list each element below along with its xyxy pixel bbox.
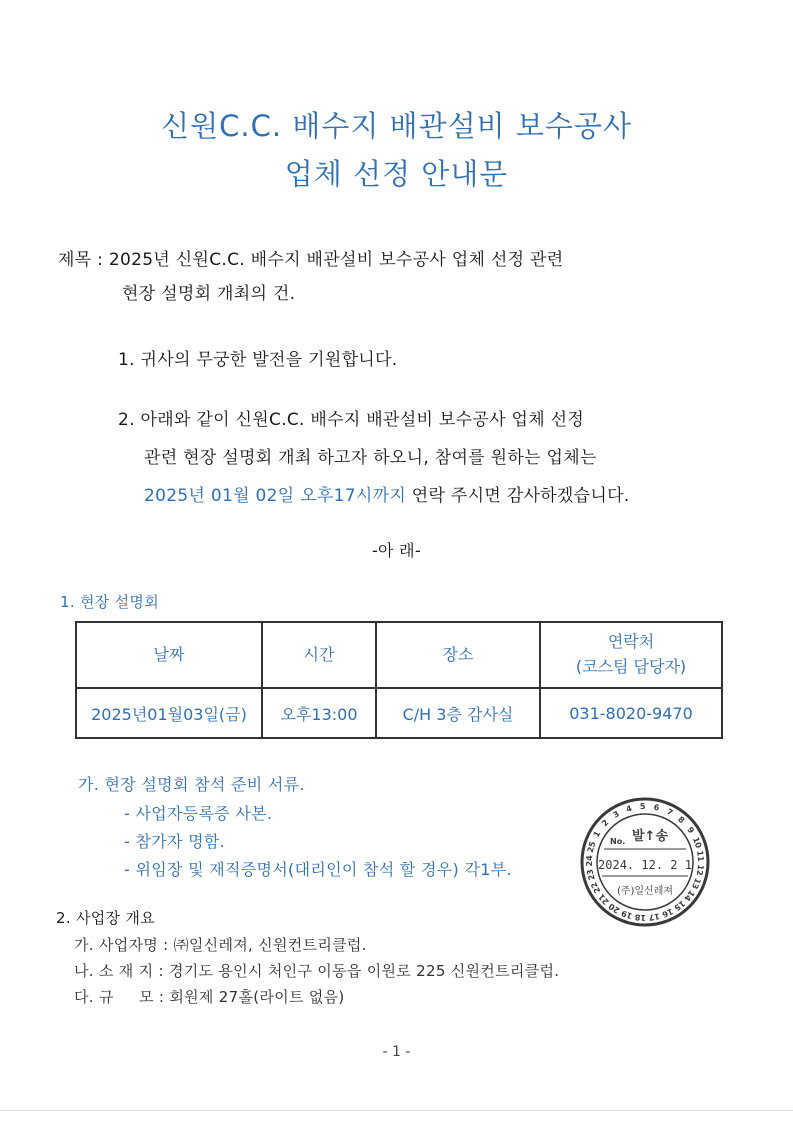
table-row (76, 688, 722, 738)
dispatch-stamp (580, 782, 710, 942)
cell-contact: 031-8020-9470 (540, 688, 722, 738)
header-date: 날짜 (76, 622, 262, 688)
page-number: - 1 - (382, 1044, 411, 1060)
stamp-dial-number: 5 (639, 801, 646, 812)
stamp-dial-number: 22 (589, 880, 603, 895)
stamp-no-text: No. (610, 837, 626, 846)
stamp-dial-number: 11 (695, 850, 706, 863)
body-item2-line3-rest: 연락 주시면 감사하겠습니다. (406, 486, 630, 506)
body-item2-line3 (144, 481, 630, 506)
bottom-divider (0, 1110, 793, 1111)
header-contact-sub: (코스팀 담당자) (575, 657, 687, 676)
stamp-dial-number: 20 (607, 901, 622, 916)
cell-date: 2025년01월03일(금) (76, 688, 262, 738)
stamp-dial-number: 16 (660, 906, 675, 920)
stamp-dial-number: 21 (596, 892, 611, 907)
subject-line2: 현장 설명회 개최의 건. (122, 284, 296, 304)
deadline-highlight: 2025년 01월 02일 오후17시까지 (144, 486, 407, 506)
overview-row-2 (74, 960, 559, 981)
stamp-dial-number: 17 (647, 911, 661, 923)
section1-heading: 1. 현장 설명회 (60, 593, 159, 611)
stamp-dial-number: 8 (676, 814, 687, 826)
stamp-dial-number: 7 (665, 806, 675, 818)
subject-label: 제목 : (58, 250, 109, 270)
body-item2-line1: 2. 아래와 같이 신원C.C. 배수지 배관설비 보수공사 업체 선정 (118, 410, 585, 430)
document-title-line2: 업체 선정 안내문 (284, 157, 509, 191)
section2-heading: 2. 사업장 개요 (56, 909, 155, 927)
overview-label-3: 다. 규 모 : (74, 988, 170, 1006)
briefing-table (75, 621, 723, 739)
stamp-dial-number: 12 (694, 863, 706, 877)
overview-label-1: 가. 사업자명 : (74, 936, 174, 954)
stamp-dial-number: 24 (584, 855, 595, 867)
docs-item-1: - 사업자등록증 사본. (124, 804, 273, 823)
stamp-dial-number: 4 (624, 803, 633, 814)
docs-item-2: - 참가자 명함. (124, 832, 226, 851)
document-title-line1: 신원C.C. 배수지 배관설비 보수공사 (161, 109, 632, 143)
overview-row-1 (74, 934, 367, 955)
cell-time: 오후13:00 (262, 688, 376, 738)
stamp-company: (주)일신레져 (616, 886, 674, 897)
header-time: 시간 (262, 622, 376, 688)
stamp-dial-number: 6 (652, 802, 661, 813)
stamp-dial-number: 9 (685, 825, 696, 836)
overview-value-3: 회원제 27홀(라이트 없음) (169, 988, 345, 1006)
stamp-dial-number: 23 (585, 868, 597, 882)
stamp-dial-number: 18 (634, 912, 647, 923)
stamp-dial-number: 3 (611, 809, 621, 820)
stamp-dial-number: 2 (600, 818, 611, 829)
table-header-row (76, 622, 722, 688)
overview-value-2: 경기도 용인시 처인구 이동읍 이원로 225 신원컨트리클럽. (168, 962, 560, 980)
stamp-dial-number: 15 (672, 898, 687, 913)
stamp-date: 2024. 12. 2 1 (598, 858, 692, 872)
header-place: 장소 (376, 622, 540, 688)
cell-place: C/H 3층 감사실 (376, 688, 540, 738)
stamp-dial-number: 1 (591, 829, 603, 839)
body-item2-line2: 관련 현장 설명회 개최 하고자 하오니, 참여를 원하는 업체는 (144, 448, 597, 468)
header-contact (540, 622, 722, 688)
stamp-dial-number: 14 (682, 888, 697, 903)
overview-value-1: ㈜일신레져, 신원컨트리클럽. (173, 936, 367, 954)
body-item1: 1. 귀사의 무궁한 발전을 기원합니다. (118, 350, 398, 370)
overview-label-2: 나. 소 재 지 : (74, 962, 169, 980)
stamp-dial-number: 10 (690, 835, 704, 850)
docs-heading: 가. 현장 설명회 참석 준비 서류. (78, 775, 305, 794)
stamp-dial-number: 13 (689, 876, 703, 891)
header-contact-label: 연락처 (607, 632, 655, 652)
stamp-dial-number: 19 (620, 908, 634, 921)
subject-line1 (58, 245, 563, 270)
subject-text: 2025년 신원C.C. 배수지 배관설비 보수공사 업체 선정 관련 (108, 250, 564, 270)
stamp-top-text: 발↑송 (632, 829, 669, 844)
overview-row-3 (74, 986, 345, 1007)
docs-item-3: - 위임장 및 재직증명서(대리인이 참석 할 경우) 각1부. (124, 860, 512, 879)
below-heading: -아 래- (371, 541, 422, 560)
stamp-dial-number: 25 (585, 840, 598, 854)
